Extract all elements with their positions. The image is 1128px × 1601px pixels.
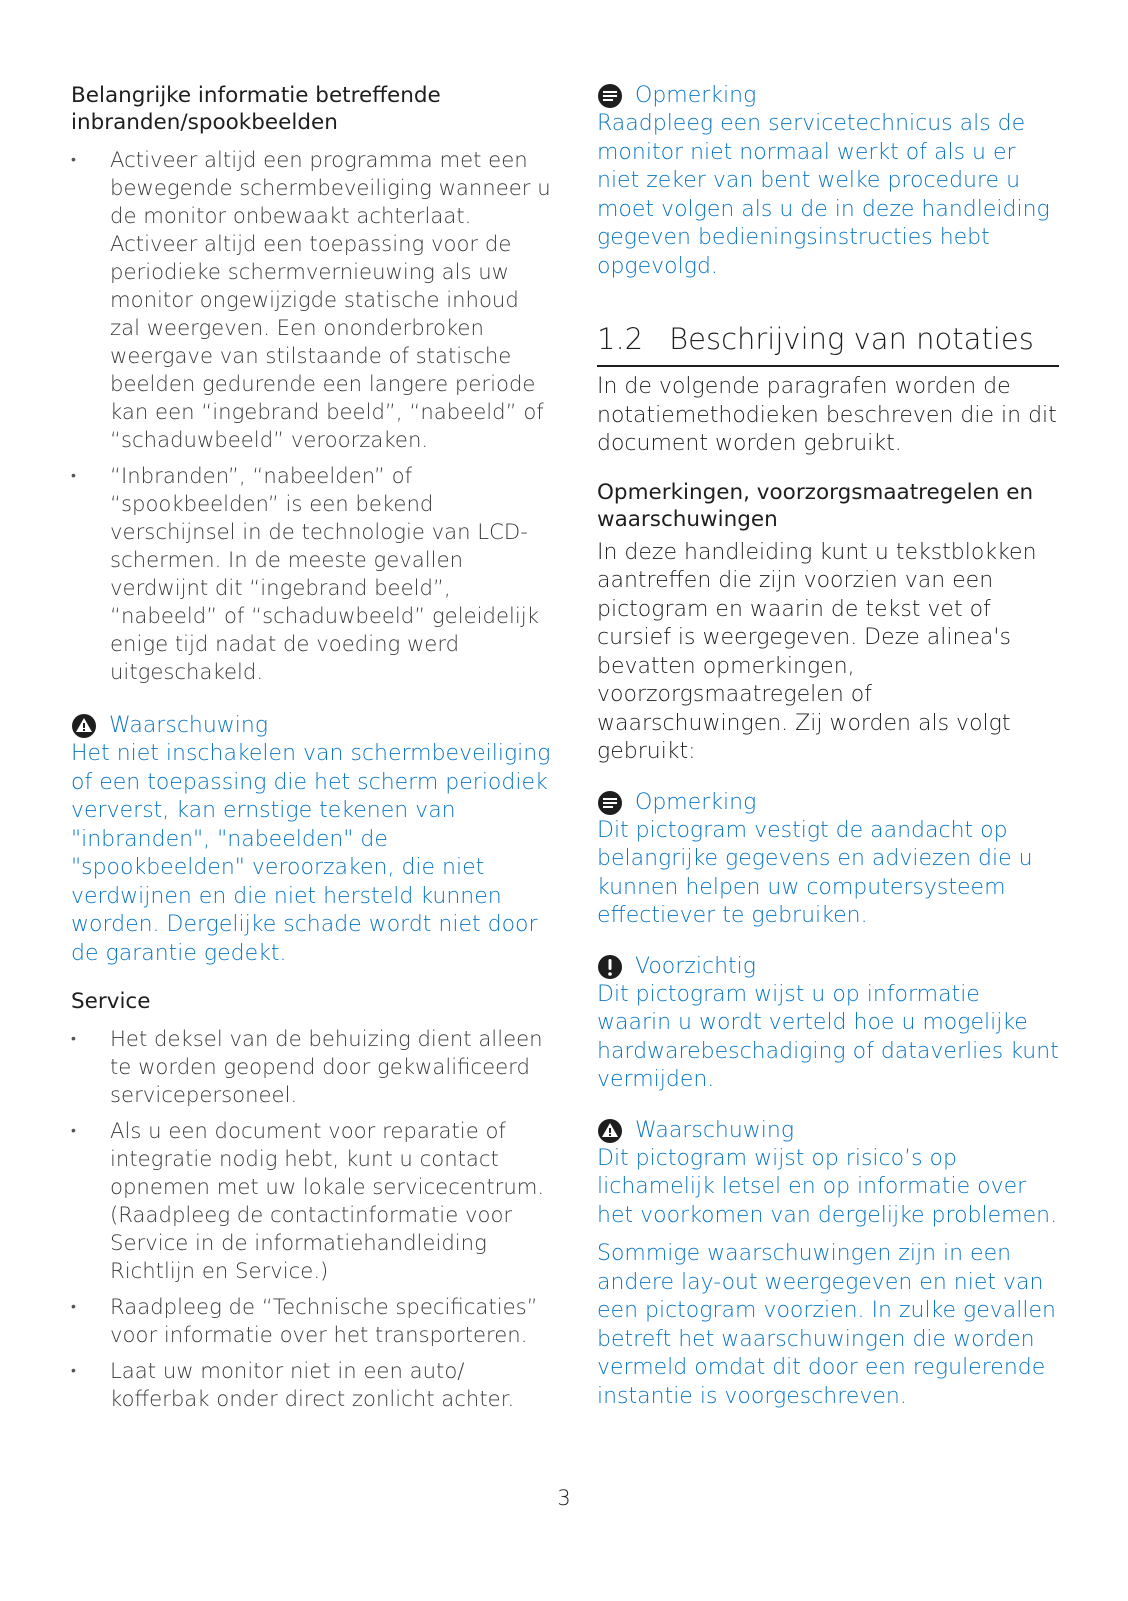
list-item: • Activeer altijd een programma met een bewegende schermbeveiliging wanneer u de monitor onbewaakt achterlaat. Activeer altijd een toepassing voor de periodieke schermvernieuwing als uw monitor ongewijzigde statische inhoud zal weergeven. Een ononderbroken weergave van stilstaande of statische beelden gedurende een langere periode kan een “ingebrand beeld”, “nabeeld” of “schaduwbeeld” veroorzaken.: [71, 147, 551, 452]
service-heading: Service: [71, 989, 151, 1014]
section-number: 1.2: [597, 322, 644, 356]
caution-icon: [597, 954, 623, 980]
bullet-icon: •: [71, 1031, 76, 1047]
caution-description: Dit pictogram wijst u op informatie waarin u wordt verteld hoe u mogelijke hardwarebeschadiging of dataverlies kunt vermijden.: [597, 981, 1059, 1092]
notations-heading: Opmerkingen, voorzorgsmaatregelen en waarschuwingen: [597, 479, 1034, 532]
bullet-icon: •: [71, 468, 76, 484]
service-list: [71, 1025, 551, 1413]
bullet-icon: •: [71, 1123, 76, 1139]
burnin-list: [71, 146, 551, 686]
note-heading: Opmerking: [597, 789, 1059, 817]
note-icon: [597, 83, 623, 109]
bullet-icon: •: [71, 1299, 76, 1315]
warning-icon: [71, 713, 97, 739]
notations-paragraph: In deze handleiding kunt u tekstblokken aantreffen die zijn voorzien van een pictogram en waarin de tekst vet of cursief is weergegeven. Deze alinea's bevatten opmerkingen, voorzorgsmaatregelen of waarschuwingen. Zij worden als volgt gebruikt:: [597, 539, 1037, 764]
warning-text: Het niet inschakelen van schermbeveiliging of een toepassing die het scherm periodiek ververst, kan ernstige tekenen van "inbranden", "nabeelden" de "spookbeelden" veroorzaken, die niet verdwijnen en die niet hersteld kunnen worden. Dergelijke schade wordt niet door de garantie gedekt.: [71, 741, 551, 966]
left-column: [71, 82, 551, 1421]
closing-paragraph: Sommige waarschuwingen zijn in een andere lay-out weergegeven en niet van een pictogram voorzien. In zulke gevallen betreft het waarschuwingen die worden vermeld omdat dit door een regulerende instantie is voorgeschreven.: [597, 1241, 1056, 1409]
caution-heading: Voorzichtig: [597, 953, 1059, 981]
list-item: • Raadpleeg de “Technische specificaties” voor informatie over het transporteren.: [71, 1294, 538, 1347]
list-item: • Laat uw monitor niet in een auto/ kofferbak onder direct zonlicht achter.: [71, 1358, 515, 1411]
warning-description: Dit pictogram wijst op risico’s op lichamelijk letsel en op informatie over het voorkomen van dergelijke problemen.: [597, 1145, 1058, 1228]
list-item: • Als u een document voor reparatie of integratie nodig hebt, kunt u contact opnemen met uw lokale servicecentrum. (Raadpleeg de contactinformatie voor Service in de informatiehandleiding Richtlijn en Service.): [71, 1118, 545, 1283]
section-title-text: Beschrijving van notaties: [669, 322, 1034, 356]
note-icon: [597, 790, 623, 816]
intro-paragraph: In de volgende paragrafen worden de notatiemethodieken beschreven die in dit document worden gebruikt.: [597, 374, 1057, 456]
burnin-heading: Belangrijke informatie betreffende inbranden/spookbeelden: [71, 83, 441, 135]
note-description: Dit pictogram vestigt de aandacht op belangrijke gegevens en adviezen die u kunnen helpen uw computersysteem effectiever te gebruiken.: [597, 817, 1033, 928]
list-item: • Het deksel van de behuizing dient alleen te worden geopend door gekwalificeerd servicepersoneel.: [71, 1026, 543, 1107]
page-number: 3: [557, 1486, 571, 1510]
warning-heading: Waarschuwing: [597, 1117, 1059, 1145]
bullet-icon: •: [71, 1363, 76, 1379]
list-item: • “Inbranden”, “nabeelden” of “spookbeelden” is een bekend verschijnsel in de technologie van LCD-schermen. In de meeste gevallen verdwijnt dit “ingebrand beeld”, “nabeeld” of “schaduwbeeld” geleidelijk enige tijd nadat de voeding werd uitgeschakeld.: [71, 463, 539, 684]
note-heading: Opmerking: [597, 82, 1059, 110]
note-text: Raadpleeg een servicetechnicus als de monitor niet normaal werkt of als u er niet zeker van bent welke procedure u moet volgen als u de in deze handleiding gegeven bedieningsinstructies hebt opgevolgd.: [597, 111, 1050, 279]
warning-icon: [597, 1118, 623, 1144]
bullet-icon: •: [71, 152, 76, 168]
section-title: [597, 321, 1059, 367]
warning-heading: Waarschuwing: [71, 712, 551, 740]
right-column: [597, 82, 1059, 1411]
